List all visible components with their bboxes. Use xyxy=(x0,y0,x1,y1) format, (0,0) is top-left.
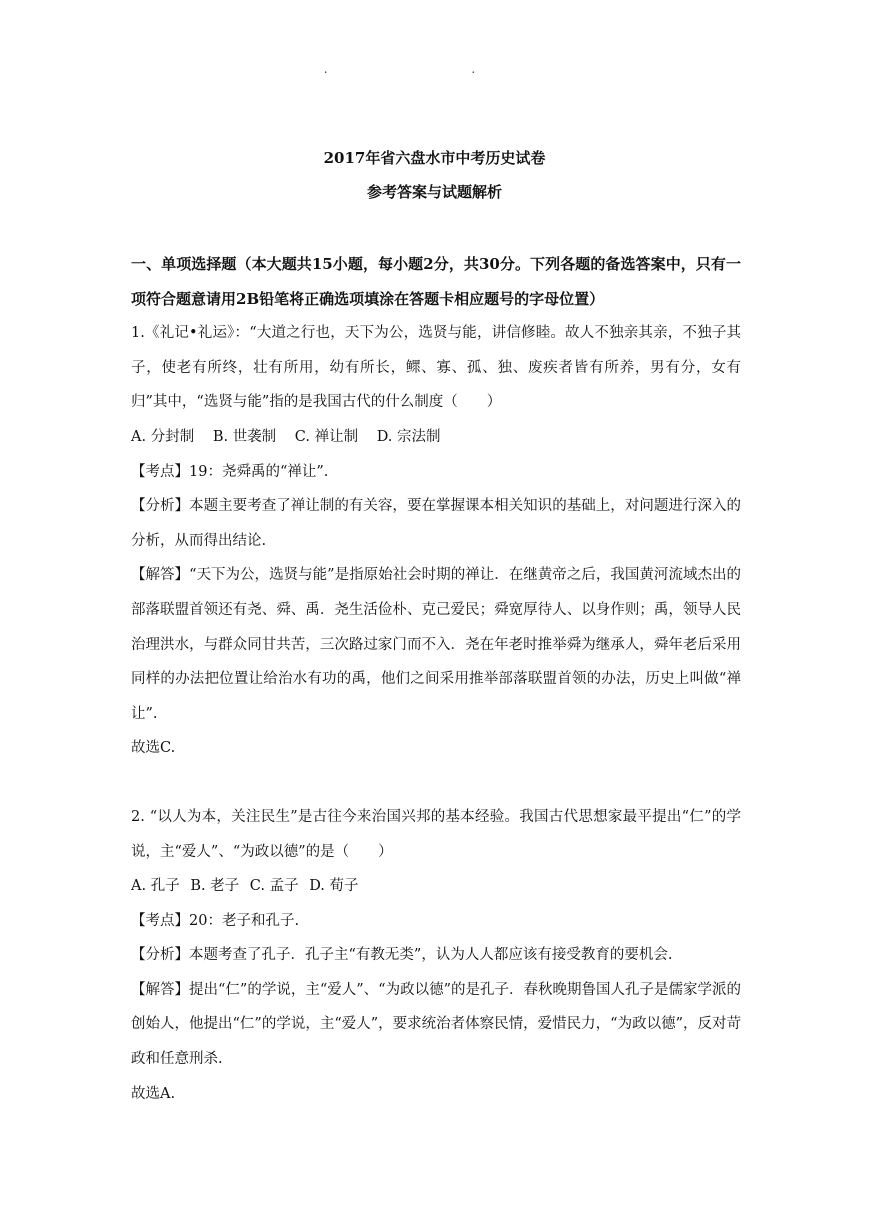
question-stem: 2. “以人为本，关注民生”是古往今来治国兴邦的基本经验。我国古代思想家最平提出“仁”的学说，主“爱人”、“为政以德”的是（ ） xyxy=(131,808,741,860)
document-subtitle: 参考答案与试题解析 xyxy=(366,183,502,201)
option-c: C. 孟子 xyxy=(249,878,299,895)
header-dots: . . xyxy=(323,62,546,76)
fenxi-text: 【分析】本题考查了孔子．孔子主“有教无类”，认为人人都应该有接受教育的要机会. xyxy=(131,947,673,964)
answer-text: 故选A. xyxy=(131,1085,176,1102)
fenxi-text: 【分析】本题主要考查了禅让制的有关容，要在掌握课本相关知识的基础上，对问题进行深入的分析，从而得出结论. xyxy=(131,498,741,549)
question-2 xyxy=(131,800,741,1111)
jieda-text: 【解答】提出“仁”的学说，主“爱人”、“为政以德”的是孔子．春秋晚期鲁国人孔子是儒家学派的创始人，他提出“仁”的学说，主“爱人”，要求统治者体察民情，爱惜民力，“为政以德”，反对苛政和任意刑杀. xyxy=(131,981,741,1068)
option-a: A. 分封制 xyxy=(131,428,195,445)
option-d: D. 宗法制 xyxy=(376,428,441,445)
section-heading: 一、单项选择题（本大题共15小题，每小题2分，共30分。下列各题的备选答案中，只有一项符合题意请用2B铅笔将正确选项填涂在答题卡相应题号的字母位置） xyxy=(131,255,741,308)
answer-text: 故选C. xyxy=(131,740,176,757)
option-b: B. 世袭制 xyxy=(212,428,277,445)
question-options xyxy=(131,869,741,904)
question-options xyxy=(131,420,741,455)
document-title: 2017年省六盘水市中考历史试卷 xyxy=(323,149,546,167)
kaodian-text: 【考点】20：老子和孔子. xyxy=(131,912,300,929)
question-1 xyxy=(131,316,741,766)
option-c: C. 禅让制 xyxy=(294,428,359,445)
spacer xyxy=(131,766,741,800)
option-d: D. 荀子 xyxy=(309,878,359,895)
document-body xyxy=(131,247,741,1111)
jieda-text: 【解答】“天下为公，选贤与能”是指原始社会时期的禅让．在继黄帝之后，我国黄河流域杰出的部落联盟首领还有尧、舜、禹．尧生活俭朴、克己爱民；舜宽厚待人、以身作则；禹，领导人民治理洪水，与群众同甘共苦，三次路过家门而不入．尧在年老时推举舜为继承人，舜年老后采用同样的办法把位置让给治水有功的禹，他们之间采用推举部落联盟首领的办法，历史上叫做“禅让”. xyxy=(131,567,741,722)
kaodian-text: 【考点】19：尧舜禹的“禅让”. xyxy=(131,463,329,480)
option-a: A. 孔子 xyxy=(131,878,180,895)
question-stem: 1.《礼记•礼运》：“大道之行也，天下为公，选贤与能，讲信修睦。故人不独亲其亲，不独子其子，使老有所终，壮有所用，幼有所长，鳏、寡、孤、独、废疾者皆有所养，男有分，女有归”其中，“选贤与能”指的是我国古代的什么制度（ ） xyxy=(131,325,741,411)
option-b: B. 老子 xyxy=(190,878,240,895)
